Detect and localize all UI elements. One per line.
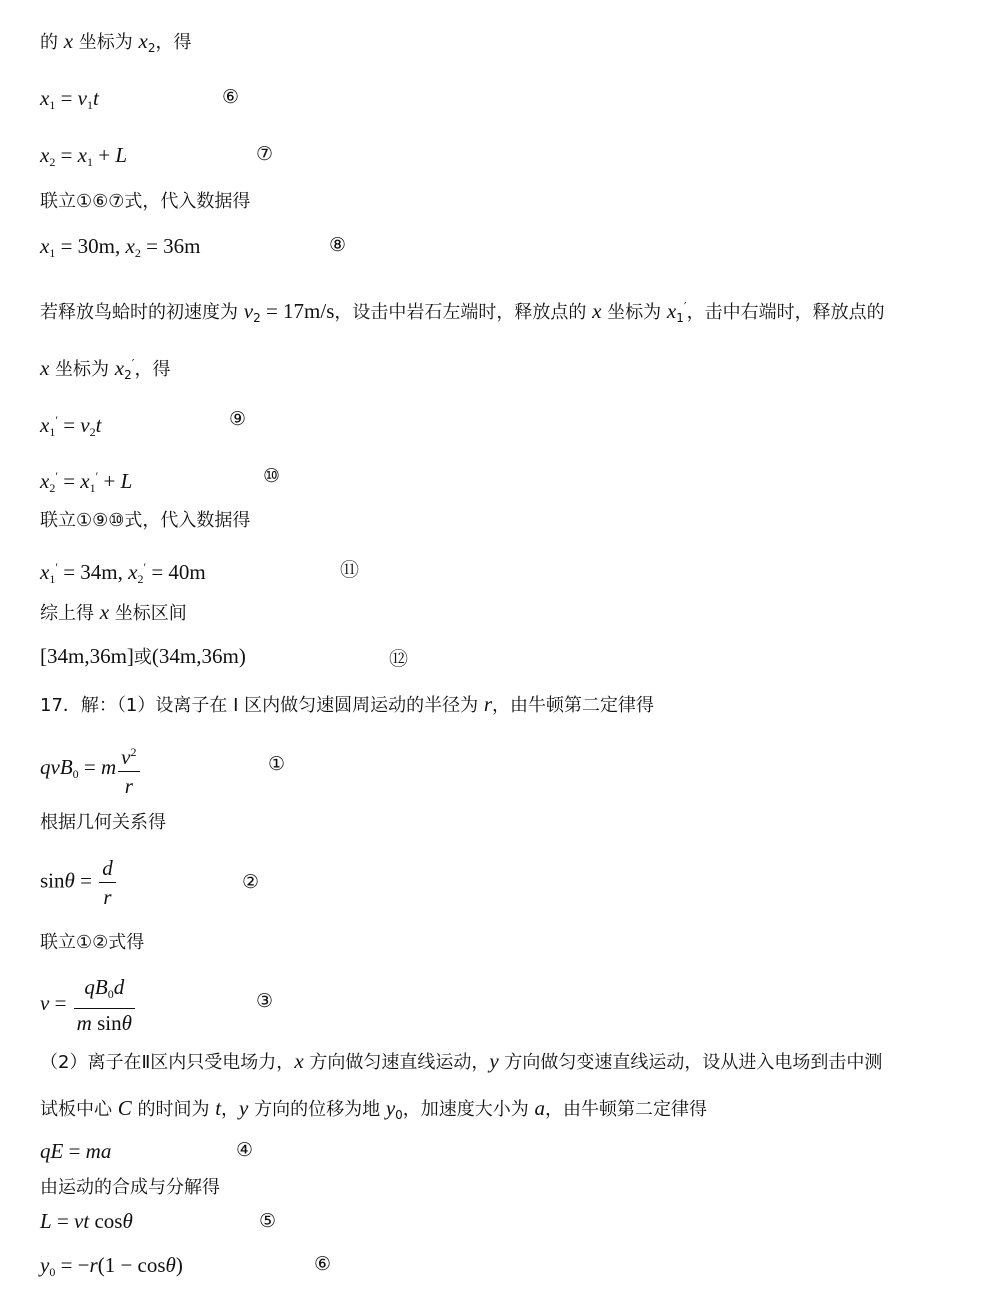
text-line: x 坐标为 $x_2'$，得 <box>40 356 171 382</box>
fraction: $\frac{v^2}{r}$ <box>118 738 139 800</box>
equation: qvB$_0$ = m $\frac{v^2}{r}$ <box>40 738 142 800</box>
equation: [34m,36m]或(34m,36m) <box>40 644 246 668</box>
equation: $y_0 = -r(1 - \cos\theta)$ <box>40 1253 183 1279</box>
text-line: 综上得 x 坐标区间 <box>40 600 187 624</box>
text-line: 联立①②式得 <box>40 932 145 953</box>
text-line: 由运动的合成与分解得 <box>40 1177 220 1198</box>
text-line: 17．解：（1）设离子在 Ⅰ 区内做匀速圆周运动的半径为 r，由牛顿第二定律得 <box>40 692 655 716</box>
equation-number: ⑦ <box>256 143 274 165</box>
equation: $x_1' = v_2t$ <box>40 413 102 439</box>
equation-number: ⑥ <box>222 86 240 108</box>
equation: L = vt cosθ <box>40 1209 133 1233</box>
equation-number: ⑪ <box>340 559 360 581</box>
equation-number: ⑫ <box>389 648 409 670</box>
equation-number: ③ <box>256 990 274 1012</box>
equation: sinθ = $\frac{d}{r}$ <box>40 854 118 911</box>
equation-number: ② <box>242 871 260 893</box>
equation: v = $\frac{qB_0d}{\text{m sinθ}}$ <box>40 973 137 1037</box>
equation-number: ⑤ <box>259 1210 277 1232</box>
equation: $x_1' = 34m$, $x_2' = 40m$ <box>40 560 206 586</box>
equation-number: ④ <box>236 1139 254 1161</box>
equation: $x_2' = x_1' + L$ <box>40 469 133 495</box>
text-line: 联立①⑥⑦式，代入数据得 <box>40 191 251 212</box>
equation-number: ⑥ <box>314 1253 332 1275</box>
text-line: （2）离子在Ⅱ区内只受电场力，x 方向做匀速直线运动，y 方向做匀变速直线运动，设从进入电场到击中测 <box>40 1049 883 1073</box>
fraction: $\frac{qB_0d}{\text{m sinθ}}$ <box>74 973 135 1037</box>
equation: qE = ma <box>40 1139 112 1163</box>
text-line: 根据几何关系得 <box>40 812 166 833</box>
equation: $x_2 = x_1 + L$ <box>40 143 128 169</box>
text-line: 的 x 坐标为 $x_2$，得 <box>40 29 192 55</box>
equation-number: ⑩ <box>263 465 281 487</box>
equation-number: ① <box>268 753 286 775</box>
equation: $x_1 = 30m$, $x_2 = 36m$ <box>40 234 201 260</box>
text-line: 联立①⑨⑩式，代入数据得 <box>40 510 251 531</box>
equation: $x_1 = v_1t$ <box>40 86 99 112</box>
text-line: 试板中心 C 的时间为 t，y 方向的位移为地 $y_0$，加速度大小为 a，由牛顿第二定律得 <box>40 1096 708 1122</box>
equation-number: ⑨ <box>229 408 247 430</box>
equation-number: ⑧ <box>329 234 347 256</box>
fraction: $\frac{d}{r}$ <box>99 854 116 911</box>
text-line: 若释放鸟蛤时的初速度为 $v_2 = 17m/s$，设击中岩石左端时，释放点的 x 坐标为 $x_1'$，击中右端时，释放点的 <box>40 299 885 325</box>
